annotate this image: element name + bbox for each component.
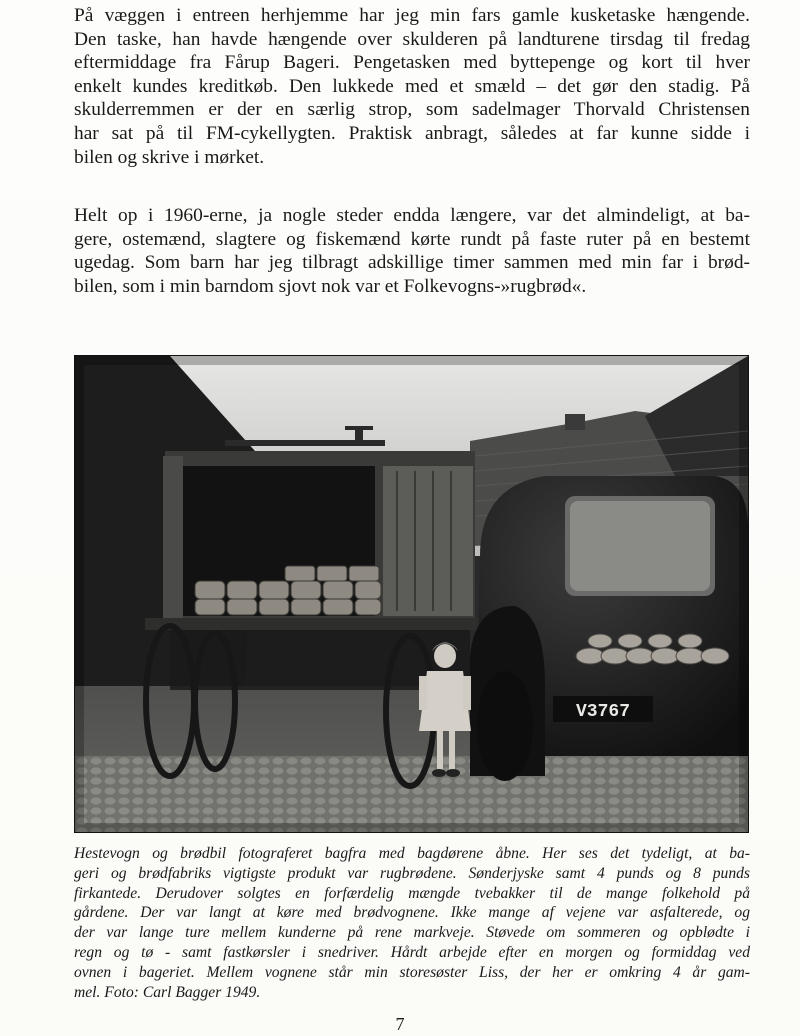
text-line: eftermiddage fra Fårup Bageri. Pengetasken med byttepenge og kort til hver: [74, 52, 750, 74]
caption-line: firkantede. Derudover solgtes en forfærdelig mængde tvebakker til de mange folkehold på: [74, 884, 750, 902]
caption-line: mel. Foto: Carl Bagger 1949.: [74, 983, 261, 1001]
text-line: enkelt kundes kreditkøb. Den lukkede med et smæld – det gør den stadig. På: [74, 75, 750, 97]
license-plate: [553, 696, 653, 722]
caption-line: gårdene. Der var langt at køre med brødvognene. Ikke mange af vejene var asfalterede, og: [74, 904, 750, 922]
text-line: har sat på til FM-cykellygten. Praktisk anbragt, således at far kunne sidde i: [74, 122, 750, 144]
text-line: bilen, som i min barndom sjovt nok var et Folkevogns-»rugbrød«.: [74, 275, 587, 297]
caption-line: regn og tø - samt fastkørsler i snedriver. Hårdt arbejde efter en morgen og formiddag ved: [74, 943, 750, 961]
text-line: På væggen i entreen herhjemme har jeg min fars gamle kusketaske hængende.: [74, 5, 750, 26]
text-line: Den taske, han havde hængende over skulderen på landturene tirsdag til fredag: [74, 28, 750, 50]
caption-line: geri og brødfabriks vigtigste produkt var rugbrødene. Sønderjyske samt 4 punds og 8 punds: [74, 864, 750, 882]
text-line: gere, ostemænd, slagtere og fiskemænd kørte rundt på faste ruter på en bestemt: [74, 228, 750, 250]
caption-line: ovnen i bageriet. Mellem vognene står min storesøster Liss, der her er omkring 4 år gam-: [74, 963, 750, 981]
license-plate-text: V3767: [575, 702, 631, 722]
text-line: ugedag. Som barn har jeg tilbragt adskillige timer sammen med min far i brød-: [74, 252, 750, 274]
page-number: 7: [395, 1014, 405, 1034]
historic-photograph: [74, 355, 749, 833]
text-line: skulderremmen er der en særlig strop, som sadelmager Thorvald Christensen: [74, 99, 750, 121]
chimney: [565, 414, 585, 430]
paragraph-kusketaske: [74, 4, 750, 169]
paragraph-brodbil: [74, 204, 750, 298]
horse-wagon: [145, 426, 485, 690]
text-line: Helt op i 1960-erne, ja nogle steder endda længere, var det almindeligt, at ba-: [74, 205, 750, 226]
caption-line: der var lange ture mellem kunderne på rene markveje. Støvede om sommeren og opblødte i: [74, 924, 750, 942]
photo-caption: [74, 844, 750, 1002]
cobblestones: [75, 756, 748, 832]
text-line: bilen og skrive i mørket.: [74, 146, 265, 168]
bread-van: [470, 476, 748, 781]
caption-line: Hestevogn og brødbil fotograferet bagfra med bagdørene åbne. Her ses det tydeligt, at ba-: [74, 845, 750, 862]
